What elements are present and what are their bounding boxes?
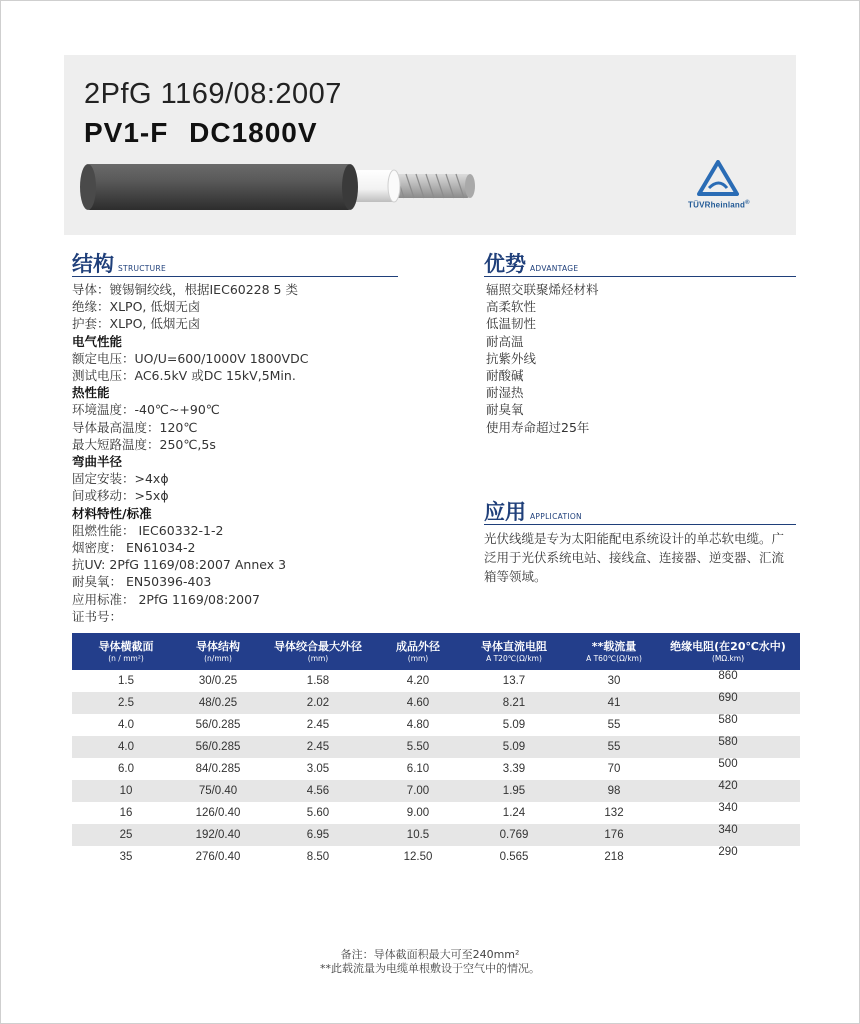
table-cell: 1.58: [306, 675, 330, 687]
table-cell: 55: [607, 741, 621, 753]
tuv-logo-text: TÜVRheinland: [688, 200, 746, 210]
table-cell: 70: [607, 763, 621, 775]
table-cell: 98: [607, 785, 621, 797]
table-row: [72, 692, 800, 714]
advantage-item: 辐照交联聚烯烃材料: [486, 282, 599, 297]
advantage-item: 低温韧性: [486, 316, 537, 332]
application-title: 应用: [484, 500, 526, 524]
advantage-item: 耐湿热: [486, 385, 524, 401]
structure-line: 耐臭氧： EN50396-403: [72, 574, 212, 590]
footnote-line: 备注：导体截面积最大可至240mm²: [340, 948, 520, 961]
table-cell: 3.05: [306, 763, 330, 775]
table-cell: 580: [718, 736, 738, 748]
table-cell: 2.45: [306, 741, 330, 753]
table-cell: 48/0.25: [198, 697, 238, 709]
structure-subheading: 弯曲半径: [72, 454, 123, 470]
table-cell: 420: [718, 780, 738, 792]
standard-title: 2PfG 1169/08:2007: [84, 78, 342, 110]
application-subtitle: APPLICATION: [530, 512, 582, 521]
table-cell: 4.20: [406, 675, 430, 687]
table-cell: 218: [604, 851, 624, 863]
table-row: [72, 846, 800, 868]
table-row: [72, 758, 800, 780]
table-header-cell: **载流量 A T60℃(Ω/km): [586, 639, 642, 663]
advantage-item: 使用寿命超过25年: [486, 419, 590, 435]
table-header-cell: 绝缘电阻(在20℃水中) (MΩ.km): [670, 639, 786, 663]
table-cell: 30/0.25: [198, 675, 238, 687]
table-cell: 340: [718, 824, 738, 836]
model-title: PV1-F DC1800V: [84, 117, 318, 148]
table-cell: 290: [718, 846, 738, 858]
conductor-strands: [388, 174, 475, 198]
advantage-subtitle: ADVANTAGE: [530, 264, 579, 273]
table-cell: 56/0.285: [195, 741, 241, 753]
table-cell: 9.00: [406, 807, 430, 819]
structure-line: 导体：镀锡铜绞线，根据IEC60228 5 类: [72, 282, 298, 297]
application-heading: [484, 500, 796, 525]
table-cell: 276/0.40: [195, 851, 241, 863]
table-cell: 30: [607, 675, 621, 687]
table-cell: 10.5: [406, 829, 430, 841]
table-cell: 0.565: [499, 851, 529, 863]
table-header-cell: 导体直流电阻 A T20℃(Ω/km): [481, 639, 547, 663]
advantage-item: 耐酸碱: [486, 368, 524, 384]
structure-line: 绝缘：XLPO, 低烟无卤: [72, 299, 201, 315]
table-cell: 75/0.40: [198, 785, 238, 797]
table-cell: 56/0.285: [195, 719, 241, 731]
structure-line: 固定安装：>4xϕ: [72, 471, 169, 487]
table-cell: 6.10: [406, 763, 430, 775]
table-row: [72, 714, 800, 736]
table-cell: 1.95: [502, 785, 526, 797]
table-cell: 176: [604, 829, 624, 841]
table-cell: 2.45: [306, 719, 330, 731]
advantage-heading: [484, 252, 796, 277]
table-cell: 132: [604, 807, 624, 819]
footnotes: [0, 948, 860, 976]
structure-line: 烟密度： EN61034-2: [72, 540, 196, 556]
table-cell: 500: [718, 758, 738, 770]
table-cell: 5.09: [502, 719, 526, 731]
table-header-cell: 导体结构 (n/mm): [196, 639, 240, 663]
structure-line: 抗UV: 2PfG 1169/08:2007 Annex 3: [72, 557, 287, 573]
advantage-item: 耐高温: [486, 333, 524, 349]
table-cell: 8.21: [502, 697, 526, 709]
spec-table: [72, 633, 800, 868]
structure-line: 证书号：: [72, 608, 123, 624]
table-cell: 1.24: [502, 807, 526, 819]
advantage-item: 耐臭氧: [486, 402, 524, 418]
table-cell: 6.95: [306, 829, 330, 841]
table-cell: 7.00: [406, 785, 430, 797]
table-cell: 10: [119, 785, 133, 797]
structure-line: 导体最高温度：120℃: [72, 419, 198, 435]
table-cell: 25: [119, 829, 133, 841]
table-cell: 0.769: [499, 829, 529, 841]
table-cell: 4.80: [406, 719, 430, 731]
table-cell: 4.0: [118, 741, 134, 753]
table-cell: 2.5: [118, 697, 134, 709]
table-cell: 5.60: [306, 807, 330, 819]
structure-title: 结构: [72, 252, 114, 276]
table-cell: 580: [718, 714, 738, 726]
cable-image: [78, 162, 478, 212]
table-cell: 5.09: [502, 741, 526, 753]
table-header-cell: 导体横截面 (n / mm²): [98, 639, 154, 663]
structure-line: 最大短路温度：250℃,5s: [72, 436, 216, 452]
table-cell: 3.39: [502, 763, 526, 775]
table-row: [72, 670, 800, 692]
structure-line: 额定电压：UO/U=600/1000V 1800VDC: [72, 350, 309, 366]
table-cell: 55: [607, 719, 621, 731]
structure-list: [72, 281, 308, 625]
structure-heading: [72, 252, 398, 277]
advantage-item: 高柔软性: [486, 299, 537, 315]
tuv-registered-mark: ®: [745, 200, 750, 206]
table-row: [72, 736, 800, 758]
table-cell: 2.02: [306, 697, 330, 709]
structure-subheading: 材料特性/标准: [72, 505, 152, 521]
table-header-row: [72, 633, 800, 670]
structure-line: 间或移动：>5xϕ: [72, 488, 169, 504]
table-header-cell: 导体绞合最大外径 (mm): [274, 639, 362, 663]
structure-line: 阻燃性能： IEC60332-1-2: [72, 522, 224, 538]
tuv-rheinland-logo: [688, 160, 748, 216]
structure-subheading: 热性能: [72, 385, 110, 401]
table-cell: 4.60: [406, 697, 430, 709]
advantage-item: 抗紫外线: [486, 350, 537, 366]
table-cell: 84/0.285: [195, 763, 241, 775]
table-cell: 192/0.40: [195, 829, 241, 841]
structure-line: 测试电压：AC6.5kV 或DC 15kV,5Min.: [72, 368, 296, 384]
structure-subtitle: STRUCTURE: [118, 264, 167, 273]
table-cell: 41: [607, 697, 621, 709]
structure-subheading: 电气性能: [72, 333, 123, 349]
structure-line: 环境温度：-40℃~+90℃: [72, 402, 220, 418]
table-cell: 690: [718, 692, 738, 704]
table-cell: 8.50: [306, 851, 330, 863]
advantage-list: [486, 281, 599, 436]
advantage-title: 优势: [484, 252, 526, 276]
table-cell: 16: [119, 807, 133, 819]
table-cell: 1.5: [118, 675, 134, 687]
table-header-cell: 成品外径 (mm): [396, 639, 440, 663]
footnote-line: **此载流量为电缆单根敷设于空气中的情况。: [320, 962, 540, 975]
structure-line: 应用标准： 2PfG 1169/08:2007: [72, 591, 260, 607]
table-cell: 5.50: [406, 741, 430, 753]
table-cell: 860: [718, 670, 738, 682]
structure-line: 护套：XLPO, 低烟无卤: [72, 316, 201, 332]
table-row: [72, 780, 800, 802]
table-row: [72, 824, 800, 846]
table-cell: 4.56: [306, 785, 330, 797]
table-cell: 126/0.40: [195, 807, 241, 819]
table-cell: 4.0: [118, 719, 134, 731]
table-cell: 6.0: [118, 763, 134, 775]
tuv-triangle-icon: [697, 160, 739, 196]
table-cell: 340: [718, 802, 738, 814]
table-row: [72, 802, 800, 824]
outer-sheath: [80, 164, 358, 210]
table-cell: 13.7: [502, 675, 526, 687]
application-text: 光伏线缆是专为太阳能配电系统设计的单芯软电缆。广泛用于光伏系统电站、接线盒、连接器、逆变器、汇流箱等领域。: [484, 531, 785, 584]
table-cell: 35: [119, 851, 133, 863]
table-cell: 12.50: [403, 851, 433, 863]
